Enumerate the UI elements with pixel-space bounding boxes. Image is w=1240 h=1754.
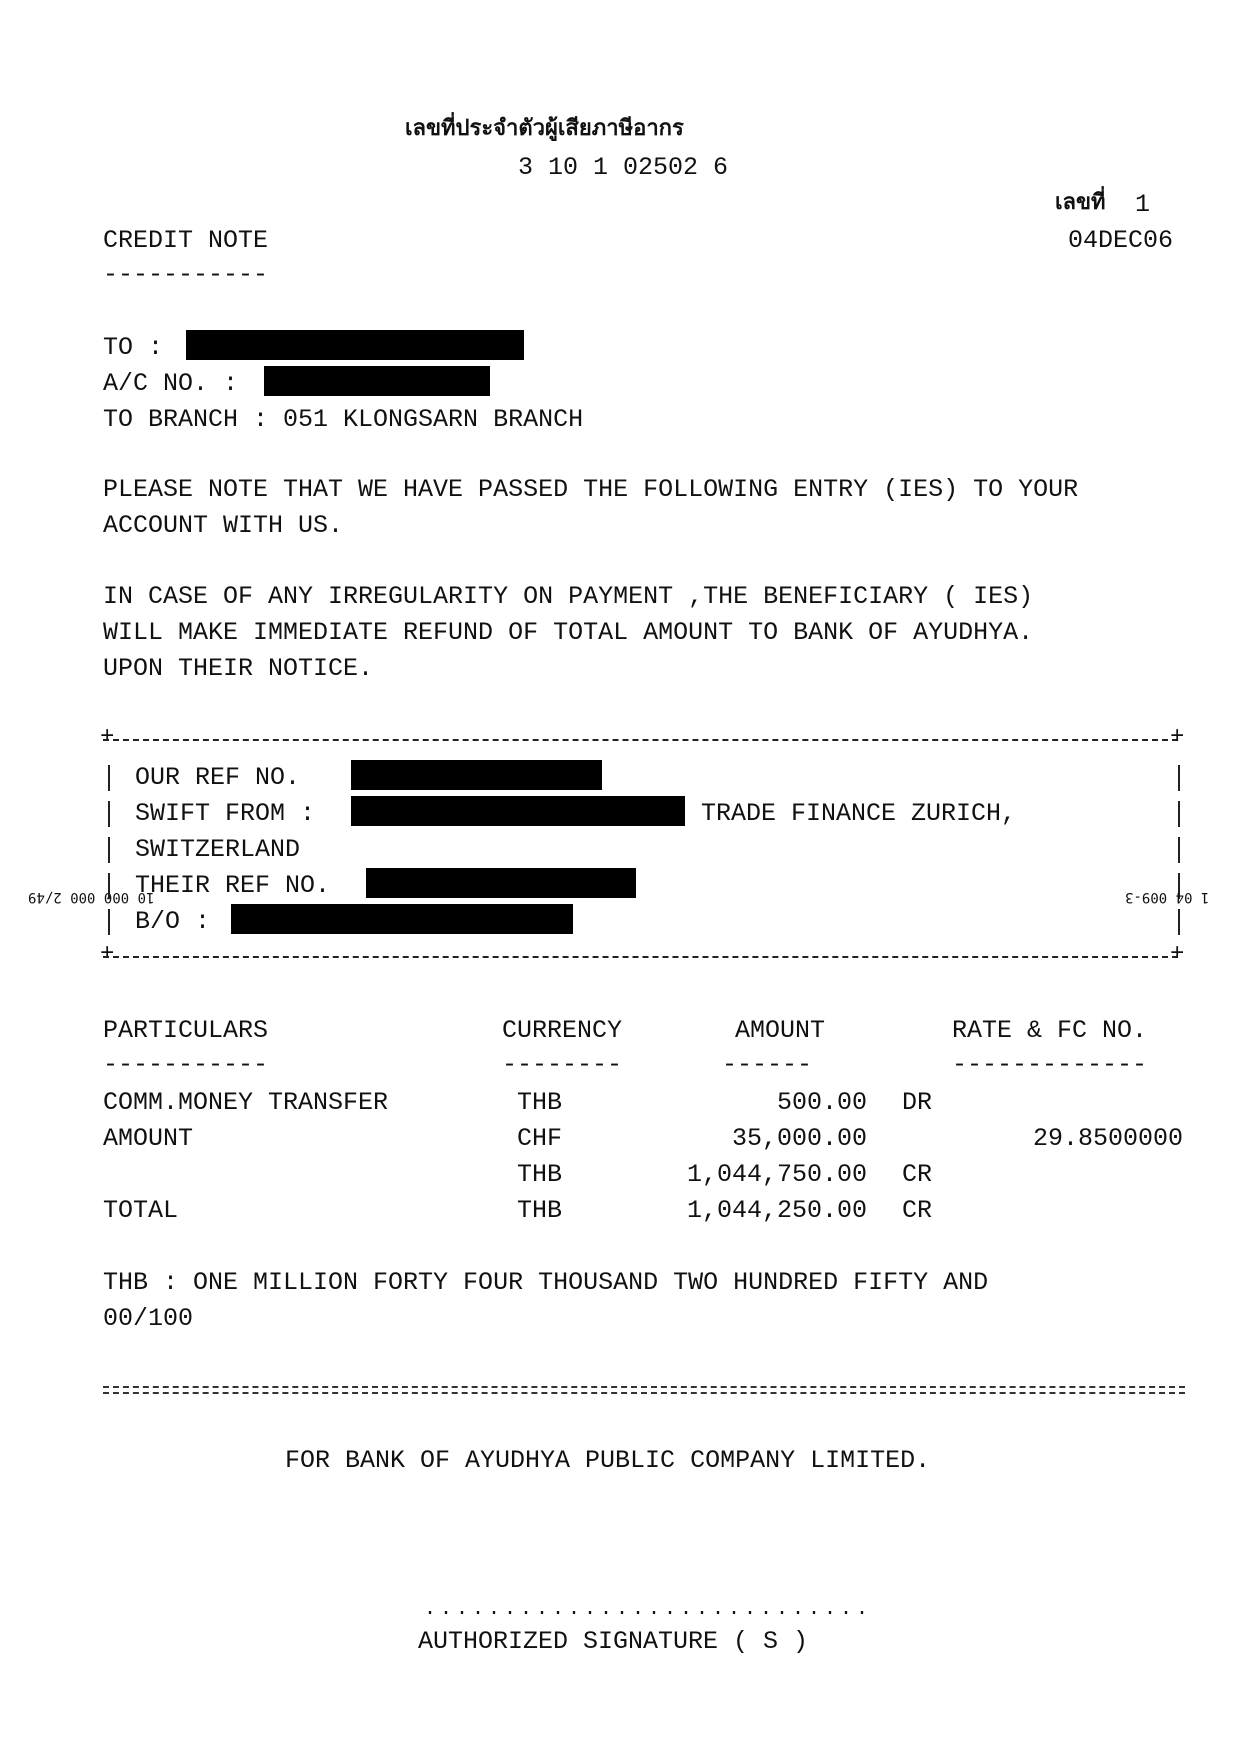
underline-particulars: -----------: [103, 1050, 269, 1079]
table-row-drcr: CR: [902, 1196, 933, 1225]
note-paragraph-1-line-1: PLEASE NOTE THAT WE HAVE PASSED THE FOLLOWING ENTRY (IES) TO YOUR: [103, 475, 1079, 504]
our-ref-label: OUR REF NO.: [135, 763, 301, 792]
amount-in-words-line-2: 00/100: [103, 1304, 194, 1333]
document-number: 1: [1135, 190, 1151, 219]
thai-tax-id-label: เลขที่ประจำตัวผู้เสียภาษีอากร: [405, 116, 684, 141]
side-stamp-left: 10 000 000 2/49: [28, 889, 155, 905]
table-row-amount: 1,044,750.00: [686, 1160, 867, 1189]
note-paragraph-2-line-3: UPON THEIR NOTICE.: [103, 654, 374, 683]
redacted-account-number: [264, 366, 490, 396]
tax-id: 3 10 1 02502 6: [518, 153, 729, 182]
signature-label: AUTHORIZED SIGNATURE ( S ): [418, 1627, 809, 1656]
signature-dots: ............................: [424, 1598, 873, 1621]
account-number-label: A/C NO. :: [103, 369, 239, 398]
box-right-border: [1178, 909, 1180, 935]
swift-from-label: SWIFT FROM :: [135, 799, 316, 828]
box-corner-top-left: +: [100, 724, 115, 751]
bo-label: B/O :: [135, 907, 211, 936]
box-corner-bottom-left: +: [100, 941, 115, 968]
document-title-underline: -----------: [103, 260, 269, 289]
swift-from-tail: TRADE FINANCE ZURICH,: [701, 799, 1017, 828]
header-rate: RATE & FC NO.: [952, 1016, 1148, 1045]
box-left-border: [108, 765, 110, 791]
box-right-border: [1178, 837, 1180, 863]
box-left-border: [108, 909, 110, 935]
table-row-drcr: DR: [902, 1088, 933, 1117]
box-corner-bottom-right: +: [1170, 941, 1185, 968]
box-left-border: [108, 801, 110, 827]
note-paragraph-1-line-2: ACCOUNT WITH US.: [103, 511, 344, 540]
table-row-amount: 1,044,250.00: [686, 1196, 867, 1225]
header-particulars: PARTICULARS: [103, 1016, 269, 1045]
box-top-border: [103, 739, 1178, 741]
box-left-border: [108, 837, 110, 863]
box-corner-top-right: +: [1170, 724, 1185, 751]
swift-from-line-2: SWITZERLAND: [135, 835, 301, 864]
redacted-their-ref: [366, 868, 636, 898]
table-row-particulars: TOTAL: [103, 1196, 179, 1225]
table-row-drcr: CR: [902, 1160, 933, 1189]
branch-line: TO BRANCH : 051 KLONGSARN BRANCH: [103, 405, 584, 434]
table-row-currency: THB: [517, 1196, 563, 1225]
table-row-currency: CHF: [517, 1124, 563, 1153]
thai-number-label: เลขที่: [1055, 190, 1106, 215]
box-right-border: [1178, 765, 1180, 791]
side-stamp-right: 1 04 009-3: [1125, 889, 1210, 905]
redacted-bo: [231, 904, 573, 934]
box-right-border: [1178, 801, 1180, 827]
redacted-our-ref: [351, 760, 602, 790]
underline-rate: -------------: [952, 1050, 1148, 1079]
bank-signoff: FOR BANK OF AYUDHYA PUBLIC COMPANY LIMITED.: [285, 1446, 931, 1475]
their-ref-label: THEIR REF NO.: [135, 871, 331, 900]
to-label: TO :: [103, 333, 164, 362]
underline-amount: ------: [722, 1050, 813, 1079]
table-row-currency: THB: [517, 1160, 563, 1189]
amount-in-words-line-1: THB : ONE MILLION FORTY FOUR THOUSAND TWO HUNDRED FIFTY AND: [103, 1268, 989, 1297]
table-row-particulars: COMM.MONEY TRANSFER: [103, 1088, 389, 1117]
table-row-amount: 500.00: [776, 1088, 867, 1117]
table-row-rate: 29.8500000: [1032, 1124, 1183, 1153]
box-bottom-border: [103, 956, 1178, 958]
redacted-swift-sender: [351, 796, 685, 826]
table-row-currency: THB: [517, 1088, 563, 1117]
underline-currency: --------: [502, 1050, 623, 1079]
table-row-amount: 35,000.00: [731, 1124, 867, 1153]
document-title: CREDIT NOTE: [103, 226, 269, 255]
note-paragraph-2-line-1: IN CASE OF ANY IRREGULARITY ON PAYMENT ,THE BENEFICIARY ( IES): [103, 582, 1034, 611]
header-amount: AMOUNT: [735, 1016, 826, 1045]
double-divider: [103, 1386, 1185, 1394]
redacted-recipient-name: [186, 330, 524, 360]
header-currency: CURRENCY: [502, 1016, 623, 1045]
table-row-particulars: AMOUNT: [103, 1124, 194, 1153]
document-date: 04DEC06: [1068, 226, 1174, 255]
note-paragraph-2-line-2: WILL MAKE IMMEDIATE REFUND OF TOTAL AMOUNT TO BANK OF AYUDHYA.: [103, 618, 1034, 647]
